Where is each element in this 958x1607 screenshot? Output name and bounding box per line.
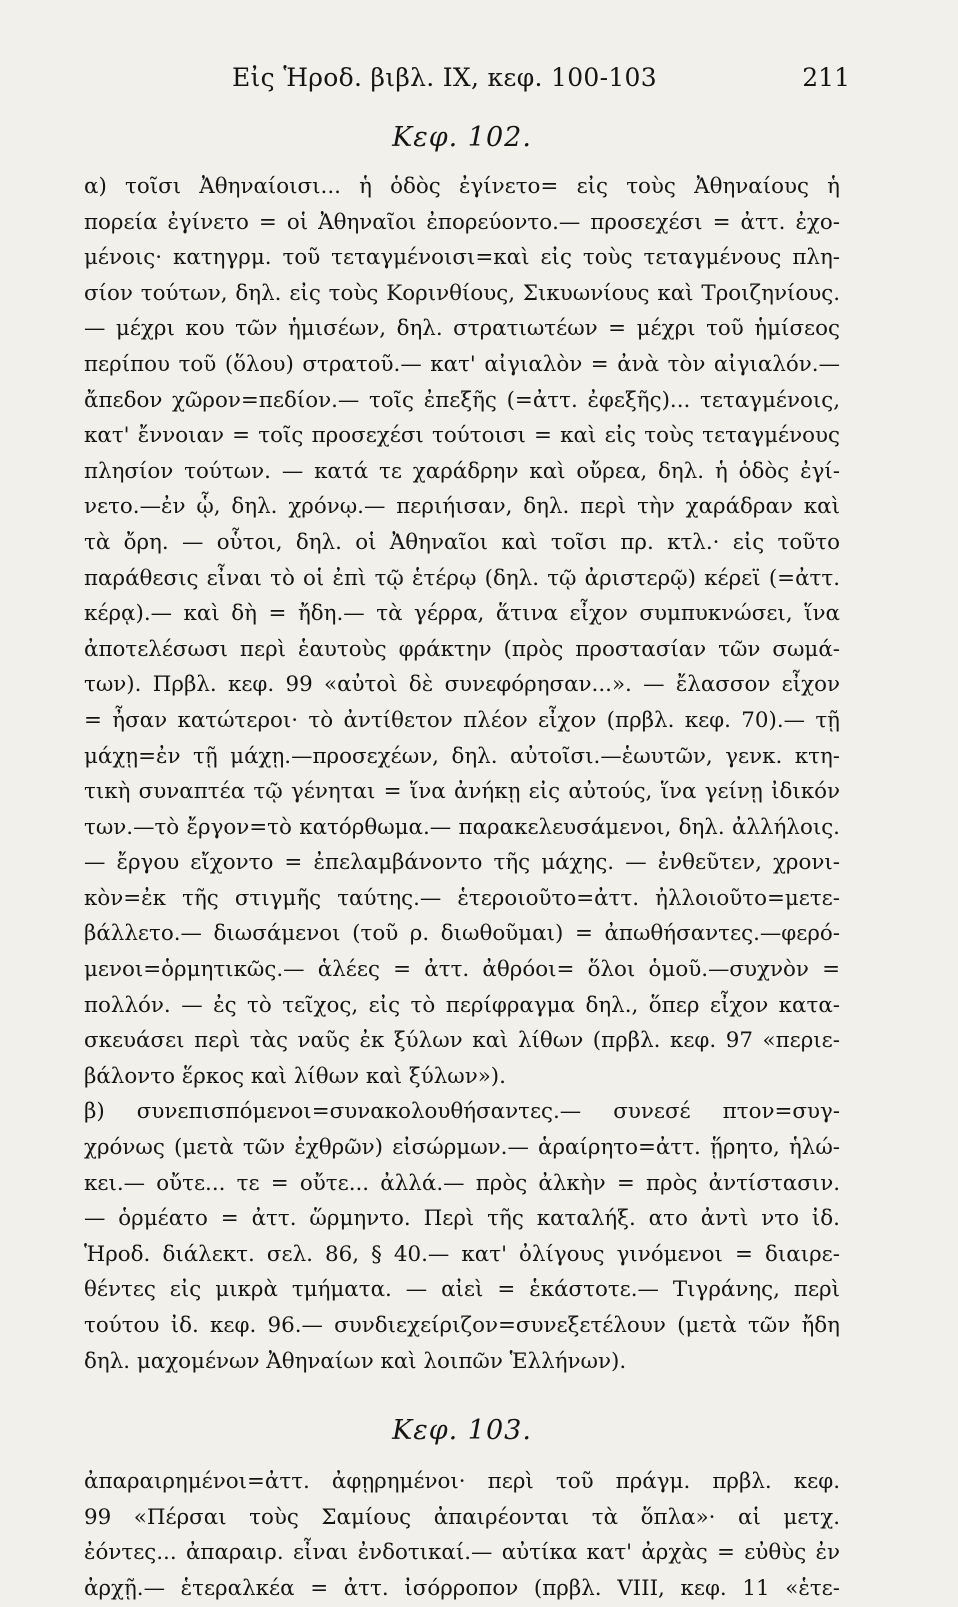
text-line: των.—τὸ ἔργον=τὸ κατόρθωμα.— παρακελευσάμενοι, δηλ. ἀλλήλοις. [84,814,840,840]
text-line: τὰ ὄρη. — οὗτοι, δηλ. οἱ Ἀθηναῖοι καὶ τοῖσι πρ. κτλ.· εἰς τοῦτο [84,529,840,555]
chapter-102-text [84,169,840,1379]
text-line: σίον τούτων, δηλ. εἰς τοὺς Κορινθίους, Σικυωνίους καὶ Τροιζηνίους. [84,280,840,306]
text-line: β) συνεπισπόμενοι=συνακολουθήσαντες.— συνεσέ πτον=συγ- [84,1099,840,1125]
running-head [84,58,850,98]
text-line: νετο.—ἐν ᾧ, δηλ. χρόνῳ.— περιήισαν, δηλ. περὶ τὴν χαράδραν καὶ [84,494,840,520]
text-line: α) τοῖσι Ἀθηναίοισι... ἡ ὁδὸς ἐγίνετο= εἰς τοὺς Ἀθηναίους ἡ [84,174,840,199]
text-line: τούτου ἰδ. κεφ. 96.— συνδιεχείριζον=συνεξετέλουν (μετὰ τῶν ἤδη [84,1313,840,1338]
text-line: περίπου τοῦ (ὅλου) στρατοῦ.— κατ' αἰγιαλὸν = ἀνὰ τὸν αἰγιαλόν.— [84,351,840,377]
text-line: μενοι=ὁρμητικῶς.— ἁλέες = ἀττ. ἀθρόοι= ὅλοι ὁμοῦ.—συχνὸν = [84,957,840,983]
text-line: βάλοντο ἕρκος καὶ λίθων καὶ ξύλων»). [84,1063,506,1089]
text-line: πολλόν. — ἐς τὸ τεῖχος, εἰς τὸ περίφραγμα δηλ., ὅπερ εἶχον κατα- [84,992,840,1018]
text-line: μένοις· κατηγρμ. τοῦ τεταγμένοισι=καὶ εἰς τοὺς τεταγμένους πλη- [84,245,840,271]
text-line: δηλ. μαχομένων Ἀθηναίων καὶ λοιπῶν Ἑλλήνων). [84,1348,627,1374]
text-line: ἐόντες... ἀπαραιρ. εἶναι ἐνδοτικαί.— αὐτίκα κατ' ἀρχὰς = εὐθὺς ἐν [84,1540,840,1566]
text-line: = ἦσαν κατώτεροι· τὸ ἀντίθετον πλέον εἶχον (πρβλ. κεφ. 70).— τῇ [84,707,840,733]
text-line: χρόνως (μετὰ τῶν ἐχθρῶν) εἰσώρμων.— ἁραίρητο=ἀττ. ᾕρητο, ἡλώ- [84,1135,840,1161]
text-line: πλησίον τούτων. — κατά τε χαράδρην καὶ οὔρεα, δηλ. ἡ ὁδὸς ἐγί- [84,458,840,484]
chapter-103-heading: Κεφ. 103. [392,1415,532,1447]
text-line: — ὁρμέατο = ἀττ. ὥρμηντο. Περὶ τῆς καταλήξ. ατο ἀντὶ ντο ἰδ. [84,1206,840,1232]
text-line: θέντες εἰς μικρὰ τμήματα. — αἰεὶ = ἑκάστοτε.— Τιγράνης, περὶ [84,1277,840,1303]
text-line: — μέχρι κου τῶν ἡμισέων, δηλ. στρατιωτέων = μέχρι τοῦ ἡμίσεος [84,316,840,342]
text-line: παράθεσις εἶναι τὸ οἱ ἐπὶ τῷ ἑτέρῳ (δηλ. τῷ ἀριστερῷ) κέρεϊ (=ἀττ. [84,565,840,591]
text-line: κει.— οὔτε... τε = οὔτε... ἀλλά.— πρὸς ἀλκὴν = πρὸς ἀντίστασιν. [84,1170,840,1196]
text-line: τικὴ συναπτέα τῷ γένηται = ἵνα ἀνήκῃ εἰς αὐτούς, ἵνα γείνῃ ἰδικόν [84,779,840,805]
text-line: — ἔργου εἴχοντο = ἐπελαμβάνοντο τῆς μάχης. — ἐνθεῦτεν, χρονι- [84,850,840,876]
text-line: κὸν=ἐκ τῆς στιγμῆς ταύτης.— ἑτεροιοῦτο=ἀττ. ἠλλοιοῦτο=μετε- [84,885,840,911]
chapter-102-heading: Κεφ. 102. [392,122,532,153]
text-line: μάχῃ=ἐν τῇ μάχῃ.—προσεχέων, δηλ. αὐτοῖσι.—ἑωυτῶν, γενκ. κτη- [84,743,840,769]
text-line: 99 «Πέρσαι τοὺς Σαμίους ἀπαιρέονται τὰ ὅπλα»· αἱ μετχ. [84,1504,840,1530]
text-line: σκευάσει περὶ τὰς ναῦς ἐκ ξύλων καὶ λίθων (πρβλ. κεφ. 97 «περιε- [84,1028,840,1054]
text-line: Ἡροδ. διάλεκτ. σελ. 86, § 40.— κατ' ὀλίγους γινόμενοι = διαιρε- [84,1241,840,1267]
text-line: κέρᾳ).— καὶ δὴ = ἤδη.— τὰ γέρρα, ἅτινα εἶχον συμπυκνώσει, ἵνα [84,601,840,627]
text-line: κατ' ἔννοιαν = τοῖς προσεχέσι τούτοισι = καὶ εἰς τοὺς τεταγμένους [84,423,840,449]
text-line: ἀρχῇ.— ἑτεραλκέα = ἀττ. ἰσόρροπον (πρβλ. VIII, κεφ. 11 «ἑτε- [84,1575,840,1601]
text-line: ἀποτελέσωσι περὶ ἑαυτοὺς φράκτην (πρὸς προστασίαν τῶν σωμά- [84,636,840,662]
page-number: 211 [802,63,850,92]
text-line: ἀπαραιρημένοι=ἀττ. ἀφῃρημένοι· περὶ τοῦ πράγμ. πρβλ. κεφ. [84,1469,840,1495]
text-line: πορεία ἐγίνετο = οἱ Ἀθηναῖοι ἐπορεύοντο.— προσεχέσι = ἀττ. ἐχο- [84,209,840,235]
text-line: βάλλετο.— διωσάμενοι (τοῦ ρ. διωθοῦμαι) = ἀπωθήσαντες.—φερό- [84,921,840,947]
text-line: ἄπεδον χῶρον=πεδίον.— τοῖς ἐπεξῆς (=ἀττ. ἐφεξῆς)... τεταγμένοις, [84,387,840,413]
text-line: των). Πρβλ. κεφ. 99 «αὐτοὶ δὲ συνεφόρησαν...». — ἔλασσον εἶχον [84,672,840,698]
chapter-103-text [84,1464,840,1606]
running-title: Εἰς Ἡροδ. βιβλ. IX, κεφ. 100-103 [232,63,657,92]
